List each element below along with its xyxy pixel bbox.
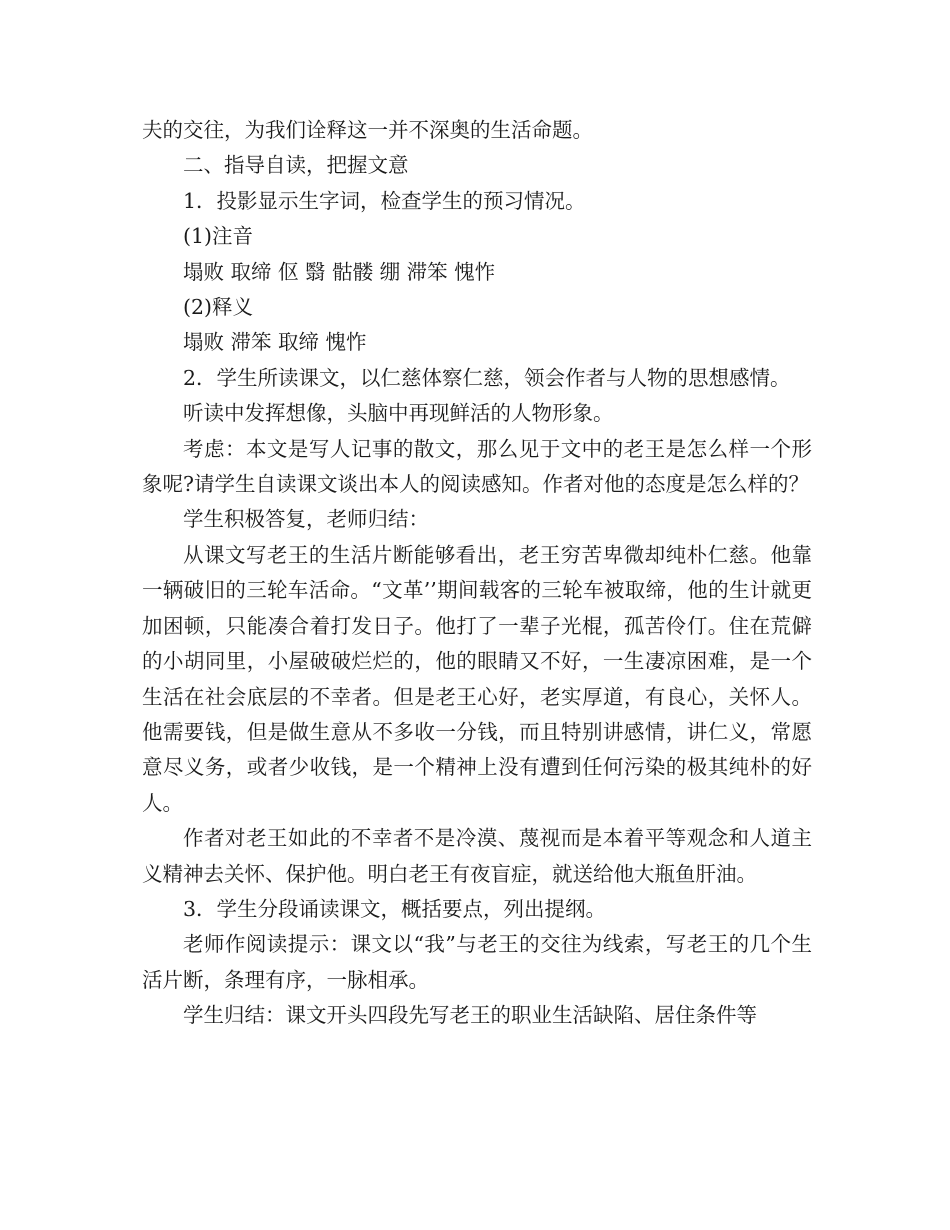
paragraph-continuation: 夫的交往，为我们诠释这一并不深奥的生活命题。 <box>142 118 593 142</box>
paragraph: 学生积极答复，老师归结： <box>183 507 429 532</box>
subheading-pronunciation: (1)注音 <box>183 224 254 249</box>
paragraph: 考虑：本文是写人记事的散文，那么见于文中的老王是怎么样一个形象呢?请学生自读课文谈出本人的阅读感知。作者对他的态度是怎么样的？ <box>142 436 812 497</box>
step-item: 1．投影显示生字词，检查学生的预习情况。 <box>183 188 586 213</box>
paragraph: 学生归结：课文开头四段先写老王的职业生活缺陷、居住条件等 <box>183 1003 757 1028</box>
vocabulary-list: 塌败 滞笨 取缔 愧怍 <box>183 330 367 355</box>
subheading-definition: (2)释义 <box>183 295 254 320</box>
step-item: 3．学生分段诵读课文，概括要点，列出提纲。 <box>183 896 607 921</box>
step-item: 2．学生所读课文，以仁慈体察仁慈，领会作者与人物的思想感情。 <box>183 365 791 390</box>
vocabulary-list: 塌败 取缔 伛 翳 骷髅 绷 滞笨 愧怍 <box>183 259 496 284</box>
paragraph: 听读中发挥想像，头脑中再现鲜活的人物形象。 <box>183 401 614 426</box>
section-heading: 二、指导自读，把握文意 <box>183 153 409 178</box>
paragraph: 老师作阅读提示：课文以“我”与老王的交往为线索，写老王的几个生活片断，条理有序，一脉相承。 <box>142 932 812 992</box>
paragraph: 从课文写老王的生活片断能够看出，老王穷苦卑微却纯朴仁慈。他靠一辆破旧的三轮车活命。“文革’’期间载客的三轮车被取缔，他的生计就更加困顿，只能凑合着打发日子。他打了一辈子光棍，孤苦伶仃。住在荒僻的小胡同里，小屋破破烂烂的，他的眼睛又不好，一生凄凉困难，是一个生活在社会底层的不幸者。但是老王心好，老实厚道，有良心，关怀人。他需要钱，但是做生意从不多收一分钱，而且特别讲感情，讲仁义，常愿意尽义务，或者少收钱，是一个精神上没有遭到任何污染的极其纯朴的好人。 <box>142 542 812 815</box>
document-body <box>142 113 812 1034</box>
paragraph: 作者对老王如此的不幸者不是冷漠、蔑视而是本着平等观念和人道主义精神去关怀、保护他。明白老王有夜盲症，就送给他大瓶鱼肝油。 <box>142 826 812 886</box>
